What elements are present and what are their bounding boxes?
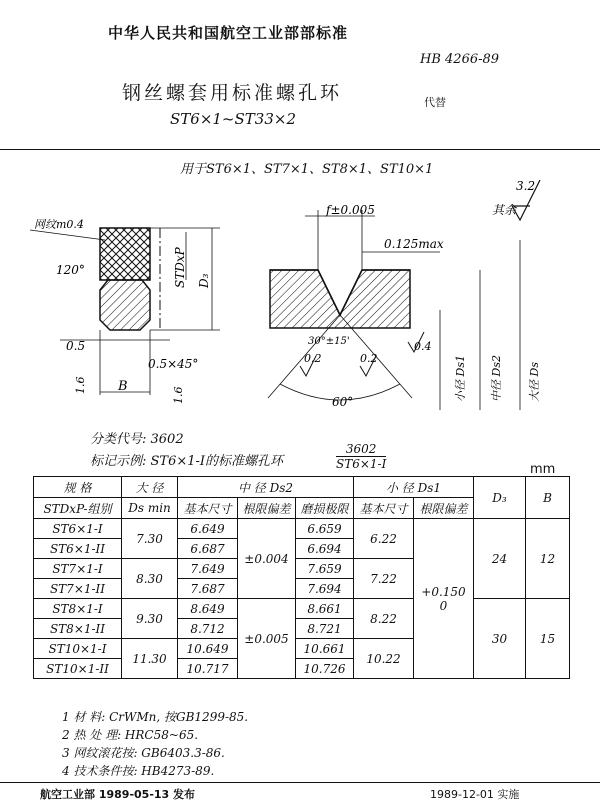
header-spec: 规 格 (34, 477, 122, 498)
stdxp-label: STDxP (173, 247, 187, 288)
size-range: ST6×1~ST33×2 (170, 110, 296, 128)
angle-60-label: 60° (332, 395, 354, 409)
dim-1-6-right: 1.6 (172, 386, 185, 404)
pitch-cell: 6.649 (178, 519, 238, 539)
d3-cell: 30 (474, 599, 526, 679)
note-item: 1 材 料: CrWMn, 按GB1299-85. (62, 710, 249, 724)
dim-1-6-left: 1.6 (74, 376, 87, 394)
spec-cell: ST8×1-I (34, 599, 122, 619)
minor-tol-upper: +0.150 (421, 584, 466, 599)
major-diameter-label: 大径 Ds (528, 362, 541, 402)
minor-cell: 10.22 (354, 639, 414, 679)
pitch-cell: 10.717 (178, 659, 238, 679)
spec-cell: ST10×1-I (34, 639, 122, 659)
dsmin-cell: 9.30 (122, 599, 178, 639)
dsmin-cell: 7.30 (122, 519, 178, 559)
fraction-denominator: ST6×1-I (336, 457, 387, 471)
table-row (34, 519, 570, 539)
d3-label: D₃ (197, 273, 211, 288)
classification-code: 分类代号: 3602 (90, 432, 184, 447)
document-title: 钢丝螺套用标准螺孔环 (122, 82, 343, 104)
pitch-tolerance-cell: ±0.005 (238, 599, 296, 679)
replaces-label: 代替 (424, 96, 446, 109)
wear-cell: 7.659 (296, 559, 354, 579)
pitch-diameter-label: 中径 Ds2 (490, 355, 503, 402)
issue-date: 航空工业部 1989-05-13 发布 (40, 788, 196, 801)
header-pitch-basic: 基本尺寸 (178, 498, 238, 519)
spec-cell: ST6×1-II (34, 539, 122, 559)
header-divider (0, 149, 600, 150)
issuing-organization: 中华人民共和国航空工业部部标准 (108, 24, 349, 42)
pitch-cell: 10.649 (178, 639, 238, 659)
header-minor: 小 径 Ds1 (354, 477, 474, 498)
wear-cell: 6.694 (296, 539, 354, 559)
knurl-label: 网纹m0.4 (34, 218, 84, 231)
wear-cell: 7.694 (296, 579, 354, 599)
note-item: 2 热 处 理: HRC58~65. (62, 728, 199, 742)
header-wear-limit: 磨损极限 (296, 498, 354, 519)
pitch-tolerance-cell: ±0.004 (238, 519, 296, 599)
chamfer-label: 0.5×45° (148, 357, 199, 371)
wear-cell: 10.726 (296, 659, 354, 679)
header-major: 大 径 (122, 477, 178, 498)
marking-example: 标记示例: ST6×1-I的标准螺孔环 (90, 454, 284, 469)
effective-date: 1989-12-01 实施 (430, 788, 520, 801)
header-ds-min: Ds min (122, 498, 178, 519)
standard-number: HB 4266-89 (420, 52, 500, 67)
dim-b-label: B (118, 379, 128, 394)
roughness-0-4: 0.4 (414, 340, 432, 353)
spec-cell: ST7×1-II (34, 579, 122, 599)
note-item: 3 网纹滚花按: GB6403.3-86. (62, 746, 225, 760)
pitch-tolerance-label: f±0.005 (326, 203, 375, 217)
header-d3: D₃ (474, 477, 526, 519)
header-pitch: 中 径 Ds2 (178, 477, 354, 498)
unit-label: mm (530, 462, 556, 477)
spec-cell: ST8×1-II (34, 619, 122, 639)
d3-cell: 24 (474, 519, 526, 599)
angle-120-label: 120° (56, 263, 85, 277)
wear-cell: 8.661 (296, 599, 354, 619)
b-cell: 15 (526, 599, 570, 679)
minor-cell: 7.22 (354, 559, 414, 599)
pitch-cell: 7.649 (178, 559, 238, 579)
technical-notes (62, 708, 248, 780)
header-b: B (526, 477, 570, 519)
pitch-cell: 8.649 (178, 599, 238, 619)
roughness-0-2-a: 0.2 (304, 352, 322, 365)
pitch-cell: 6.687 (178, 539, 238, 559)
b-cell: 12 (526, 519, 570, 599)
roughness-value: 3.2 (516, 179, 536, 193)
dim-0-5: 0.5 (66, 339, 86, 353)
roughness-0-2-b: 0.2 (360, 352, 378, 365)
footer-divider (0, 782, 600, 783)
minor-tol-lower: 0 (439, 598, 448, 613)
wear-cell: 6.659 (296, 519, 354, 539)
minor-diameter-label: 小径 Ds1 (454, 355, 467, 402)
dsmin-cell: 11.30 (122, 639, 178, 679)
roughness-rest-label: 其余 (492, 203, 517, 217)
spec-cell: ST7×1-I (34, 559, 122, 579)
header-minor-basic: 基本尺寸 (354, 498, 414, 519)
wear-cell: 10.661 (296, 639, 354, 659)
minor-cell: 6.22 (354, 519, 414, 559)
minor-cell: 8.22 (354, 599, 414, 639)
spec-cell: ST6×1-I (34, 519, 122, 539)
technical-drawing (0, 170, 600, 420)
note-item: 4 技术条件按: HB4273-89. (62, 764, 215, 778)
angle-30-label: 30°±15' (308, 336, 350, 347)
table-row (34, 599, 570, 619)
wear-cell: 8.721 (296, 619, 354, 639)
usage-note: 用于ST6×1、ST7×1、ST8×1、ST10×1 (180, 162, 434, 177)
pitch-cell: 8.712 (178, 619, 238, 639)
header-minor-limit: 根限偏差 (414, 498, 474, 519)
dsmin-cell: 8.30 (122, 559, 178, 599)
header-spec-group: STDxP-组别 (34, 498, 122, 519)
spec-cell: ST10×1-II (34, 659, 122, 679)
minor-tolerance-cell (414, 519, 474, 679)
marking-fraction (336, 442, 386, 471)
header-pitch-limit: 根限偏差 (238, 498, 296, 519)
fraction-numerator: 3602 (336, 442, 386, 457)
max-0-125-label: 0.125max (384, 237, 444, 251)
spec-table (33, 476, 570, 679)
pitch-cell: 7.687 (178, 579, 238, 599)
